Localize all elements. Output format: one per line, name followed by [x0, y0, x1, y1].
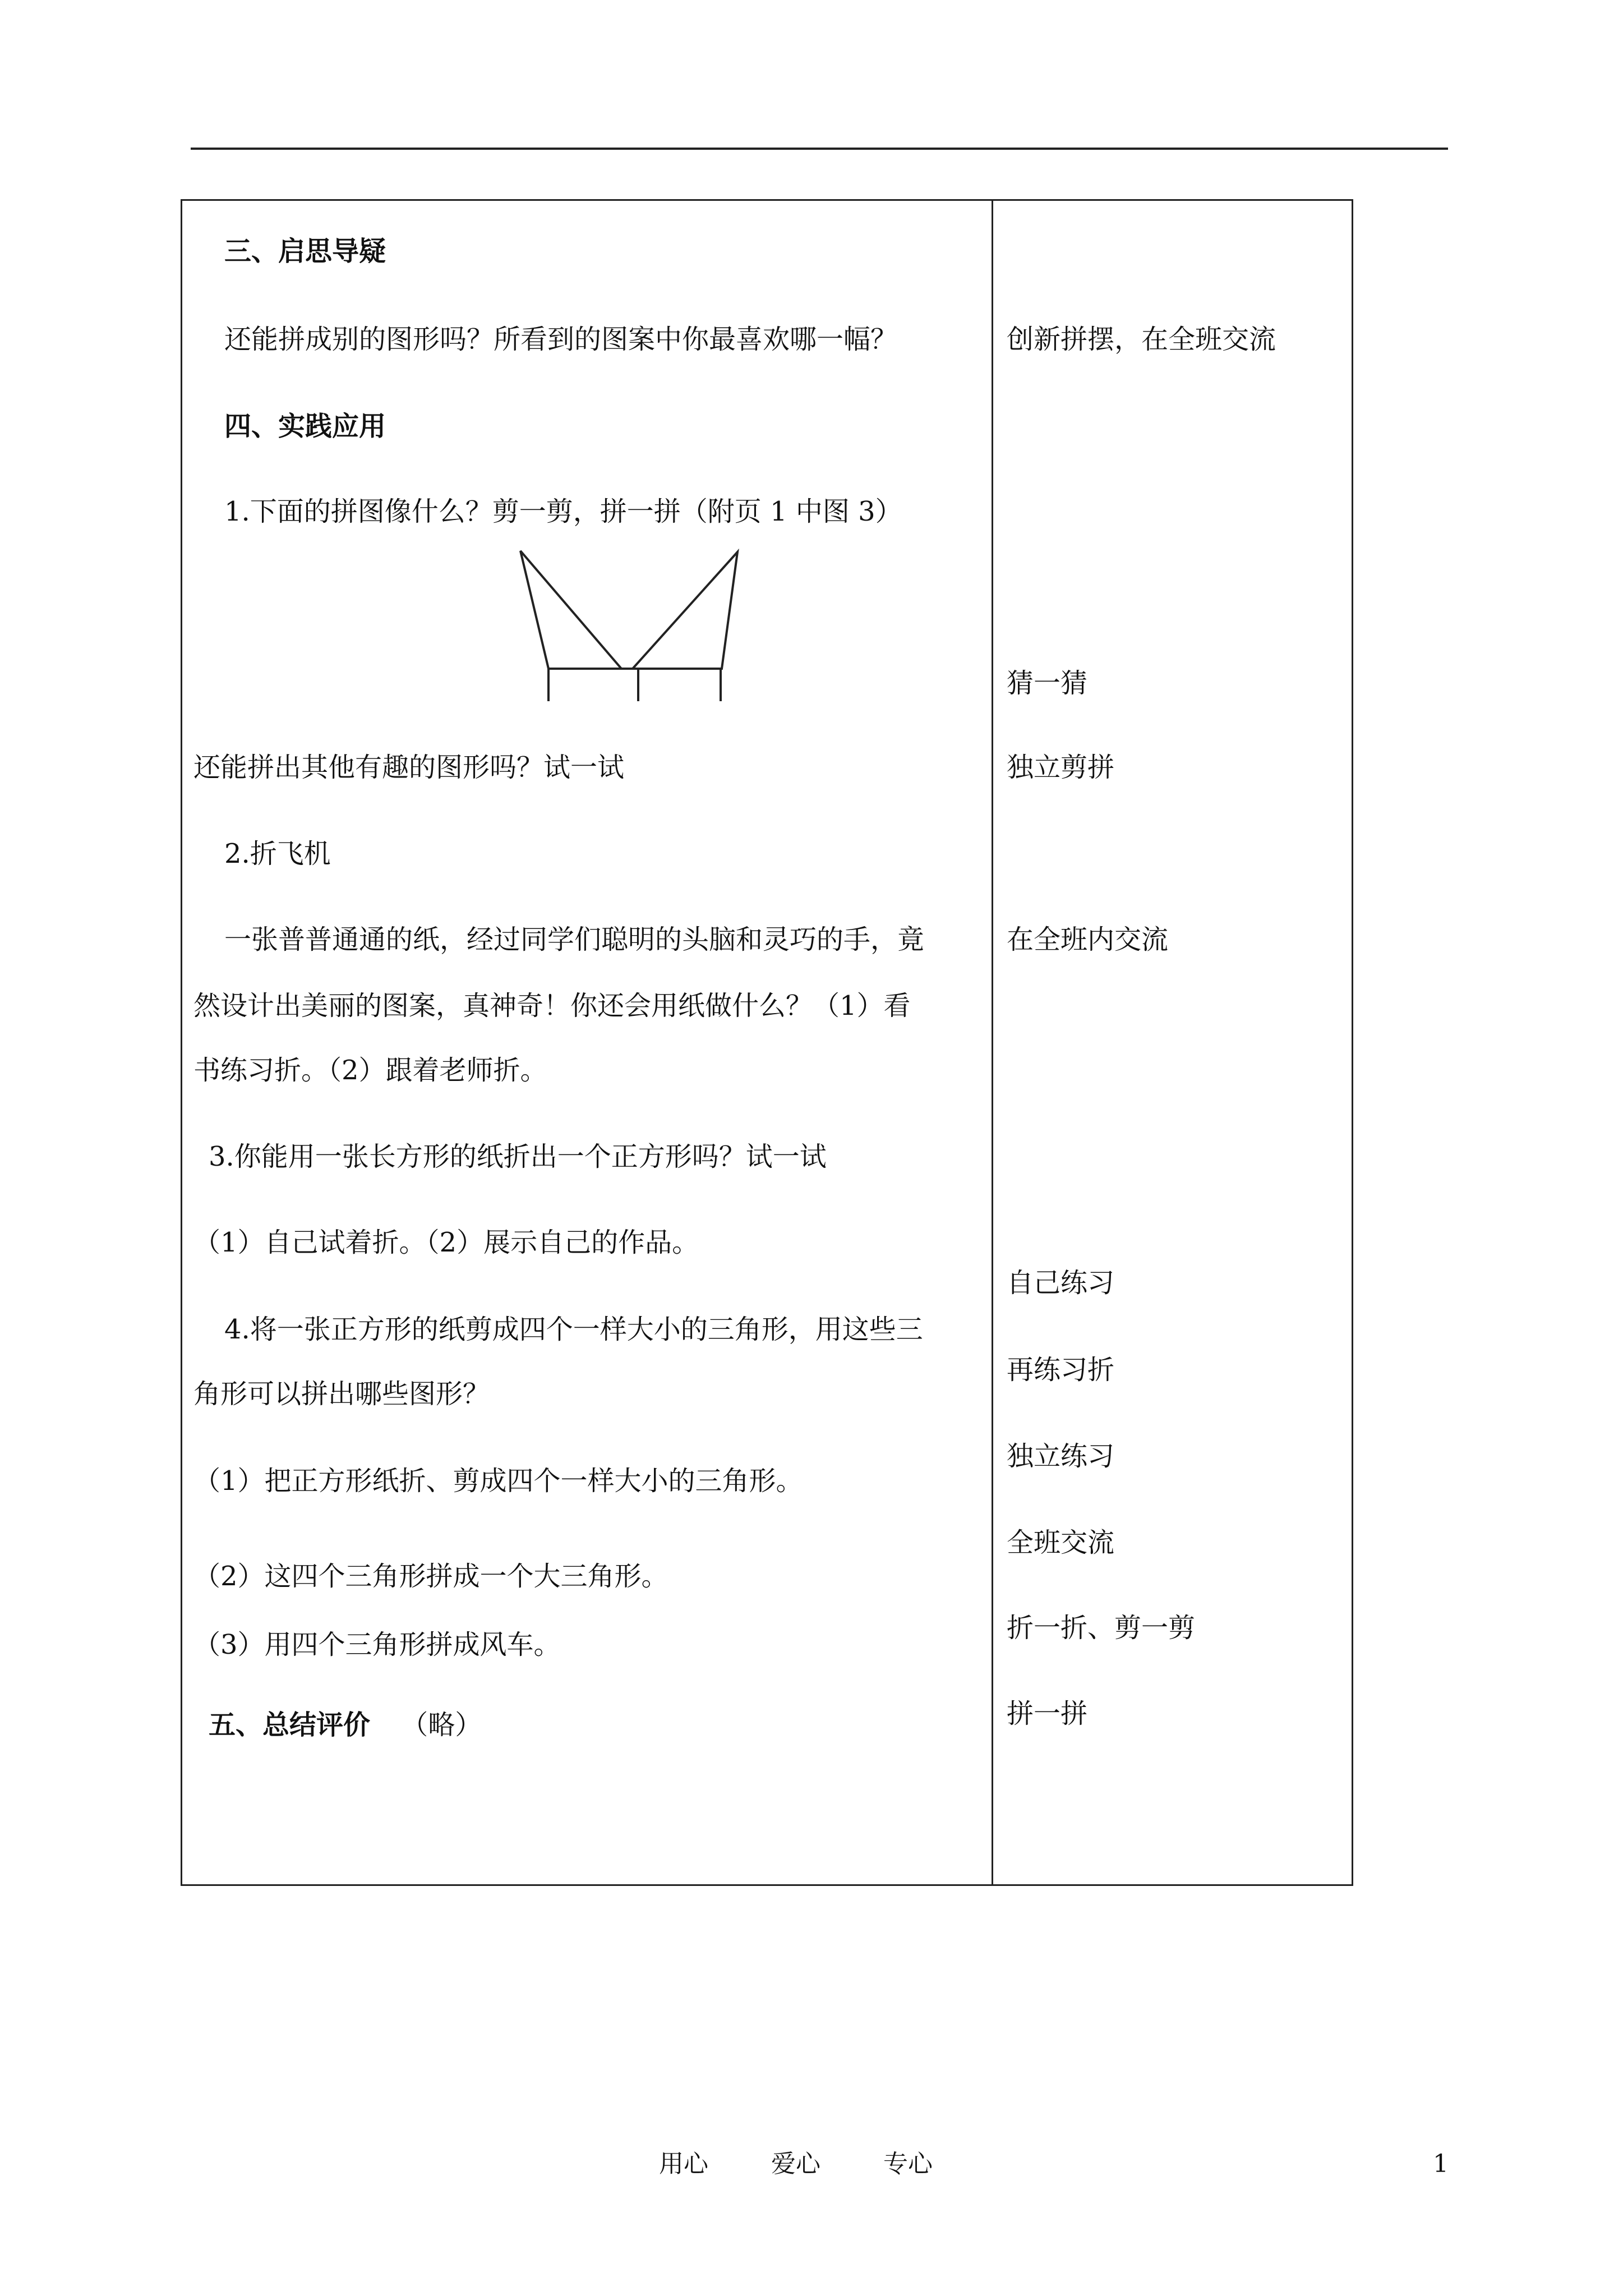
activity-note-9: 折一折、剪一剪: [1007, 1612, 1196, 1644]
footer-slogan-3: 专心: [883, 2150, 933, 2178]
footer-slogan-2: 爱心: [771, 2150, 820, 2178]
activity-note-3: 独立剪拼: [1007, 752, 1115, 783]
page-number: 1: [1433, 2150, 1449, 2178]
item-2-paragraph-line2: 然设计出美丽的图案，真神奇！你还会用纸做什么？（1）看: [193, 990, 911, 1022]
footer-slogan-1: 用心: [659, 2150, 708, 2178]
puzzle-left-rectangle: [548, 669, 638, 701]
table-column-divider: [992, 201, 993, 1884]
item-4-step-3: （3）用四个三角形拼成风车。: [193, 1629, 561, 1660]
item-4-line1: 4.将一张正方形的纸剪成四个一样大小的三角形，用这些三: [224, 1314, 923, 1345]
activity-note-5: 自己练习: [1007, 1267, 1115, 1299]
activity-note-1: 创新拼摆，在全班交流: [1007, 324, 1276, 355]
activity-note-2: 猜一猜: [1007, 668, 1088, 699]
item-1-text: 1.下面的拼图像什么？剪一剪，拼一拼（附页 1 中图 3）: [224, 496, 902, 527]
item-1-followup: 还能拼出其他有趣的图形吗？试一试: [193, 752, 625, 783]
item-2-title: 2.折飞机: [224, 838, 331, 869]
activity-note-4: 在全班内交流: [1007, 924, 1169, 955]
activity-note-8: 全班交流: [1007, 1527, 1115, 1558]
item-2-paragraph-line1: 一张普普通通的纸，经过同学们聪明的头脑和灵巧的手，竟: [224, 924, 925, 955]
activity-note-10: 拼一拼: [1007, 1698, 1088, 1729]
item-3-subtext: （1）自己试着折。（2）展示自己的作品。: [193, 1227, 699, 1258]
item-4-step-2: （2）这四个三角形拼成一个大三角形。: [193, 1561, 668, 1592]
item-2-paragraph-line3: 书练习折。（2）跟着老师折。: [193, 1055, 547, 1086]
item-3-text: 3.你能用一张长方形的纸折出一个正方形吗？试一试: [209, 1141, 827, 1172]
section-4-heading: 四、实践应用: [224, 411, 386, 442]
item-4-step-1: （1）把正方形纸折、剪成四个一样大小的三角形。: [193, 1465, 803, 1497]
header-rule: [191, 148, 1448, 150]
section-5-note: （略）: [401, 1709, 482, 1741]
section-3-question: 还能拼成别的图形吗？所看到的图案中你最喜欢哪一幅？: [224, 324, 898, 355]
section-5-heading: 五、总结评价: [209, 1709, 371, 1741]
puzzle-right-rectangle: [638, 669, 721, 701]
puzzle-right-triangle: [633, 552, 737, 669]
puzzle-figure: [516, 544, 751, 701]
item-4-line2: 角形可以拼出哪些图形？: [193, 1378, 490, 1410]
puzzle-left-triangle: [520, 551, 621, 669]
activity-note-6: 再练习折: [1007, 1354, 1115, 1386]
section-3-heading: 三、启思导疑: [224, 236, 386, 267]
activity-note-7: 独立练习: [1007, 1441, 1115, 1472]
